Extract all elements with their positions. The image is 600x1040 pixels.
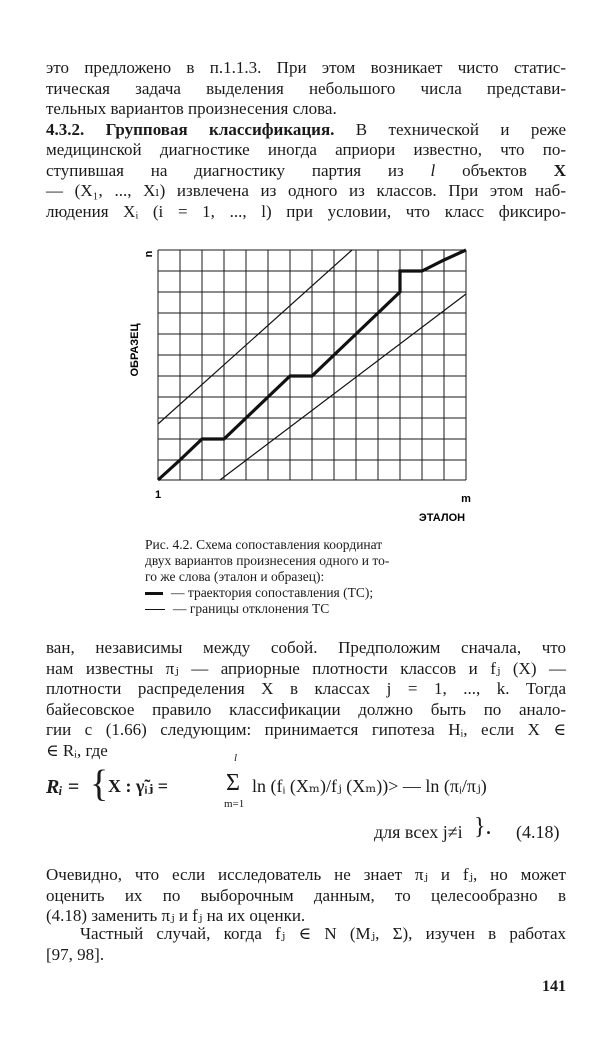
formula-set: X : γ̃ᵢⱼ =: [108, 776, 169, 796]
legend-solid-text: — траектория сопоставления (ТС);: [171, 585, 374, 600]
formula-body: ln (fᵢ (Xₘ)/fⱼ (Xₘ))> — ln (πᵢ/πⱼ): [252, 776, 487, 796]
text-fragment: В технической и реже: [334, 119, 567, 139]
math-var-l: l: [430, 160, 436, 180]
formula-lhs: Rᵢ =: [46, 776, 80, 798]
text-line: гии с (1.66) следующим: принимается гипотеза Hᵢ, если X ∈: [46, 720, 566, 739]
text-line: плотности распределения X в классах j = 1, ..., k. Тогда: [46, 679, 566, 698]
text-line: медицинской диагностике иногда априори известно, что по-: [46, 140, 566, 159]
intro-paragraph: [46, 58, 566, 222]
text-line: тическая задача выделения небольшого числа представи-: [46, 78, 566, 98]
formula-brace-close: }.: [474, 814, 492, 840]
caption-line: го же слова (эталон и образец):: [145, 569, 325, 584]
formula-brace-open: {: [90, 763, 109, 805]
origin-label: 1: [154, 489, 162, 501]
upper-bound-line: [158, 250, 352, 424]
y-axis-label: ОБРАЗЕЦ: [129, 323, 141, 377]
grid: [158, 250, 466, 480]
text-line: [97, 98].: [46, 944, 105, 964]
y-top-label: n: [143, 250, 155, 258]
body-paragraph: [46, 865, 566, 927]
legend-solid-row: [145, 585, 475, 601]
body-paragraph: [46, 924, 566, 965]
page-number: 141: [542, 978, 566, 995]
formula-number: (4.18): [516, 822, 560, 842]
formula-4-18: [46, 752, 566, 862]
text-line: ∈ Rᵢ, где: [46, 740, 108, 760]
text-line: [46, 161, 566, 182]
x-axis-label: ЭТАЛОН: [418, 512, 466, 524]
text-line: (4.18) заменить πⱼ и fⱼ на их оценки.: [46, 906, 306, 925]
dtw-figure: [120, 240, 480, 530]
text-line: ван, независимы между собой. Предположим сначала, что: [46, 638, 566, 657]
text-line: байесовское правило классификации должно быть по анало-: [46, 699, 566, 719]
formula-sum-top: l: [234, 752, 238, 764]
caption-line: двух вариантов произнесения одного и то-: [145, 553, 390, 568]
caption-line: Рис. 4.2. Схема сопоставления координат: [145, 537, 383, 552]
text-fragment: ступившая на диагностику партия из: [46, 160, 431, 180]
legend-thin-swatch: [145, 609, 165, 610]
text-fragment: объектов: [435, 160, 554, 180]
formula-sum: Σ: [226, 770, 240, 796]
lower-bound-line: [220, 294, 466, 480]
text-line: оценить их по выборочным данным, то целесообразно в: [46, 885, 566, 905]
formula-sum-bottom: m=1: [224, 798, 245, 810]
body-paragraph: [46, 638, 566, 761]
text-line: тельных вариантов произнесения слова.: [46, 99, 337, 118]
math-var-X: X: [553, 160, 566, 180]
text-line: — (X₁, ..., Xₗ) извлечена из одного из классов. При этом наб-: [46, 181, 566, 200]
section-title: Групповая классификация.: [105, 119, 335, 139]
legend-thin-text: — границы отклонения ТС: [173, 601, 330, 616]
x-end-label: m: [461, 493, 471, 505]
text-line: нам известны πⱼ — априорные плотности классов и fⱼ (X) —: [46, 658, 566, 678]
figure-caption: [145, 537, 475, 617]
legend-solid-swatch: [145, 592, 163, 595]
text-line: Очевидно, что если исследователь не знает πⱼ и fⱼ, но может: [46, 865, 566, 884]
legend-thin-row: [145, 601, 475, 617]
formula-for-all: для всех j≠i: [374, 822, 463, 842]
section-number: 4.3.2.: [46, 119, 85, 139]
text-line: Частный случай, когда fⱼ ∈ N (Mⱼ, Σ), изучен в работах: [80, 924, 566, 943]
section-heading-line: [46, 120, 566, 141]
text-line: людения Xᵢ (i = 1, ..., l) при условии, что класс фиксиро-: [46, 201, 566, 221]
text-line: это предложено в п.1.1.3. При этом возникает чисто статис-: [46, 58, 566, 77]
